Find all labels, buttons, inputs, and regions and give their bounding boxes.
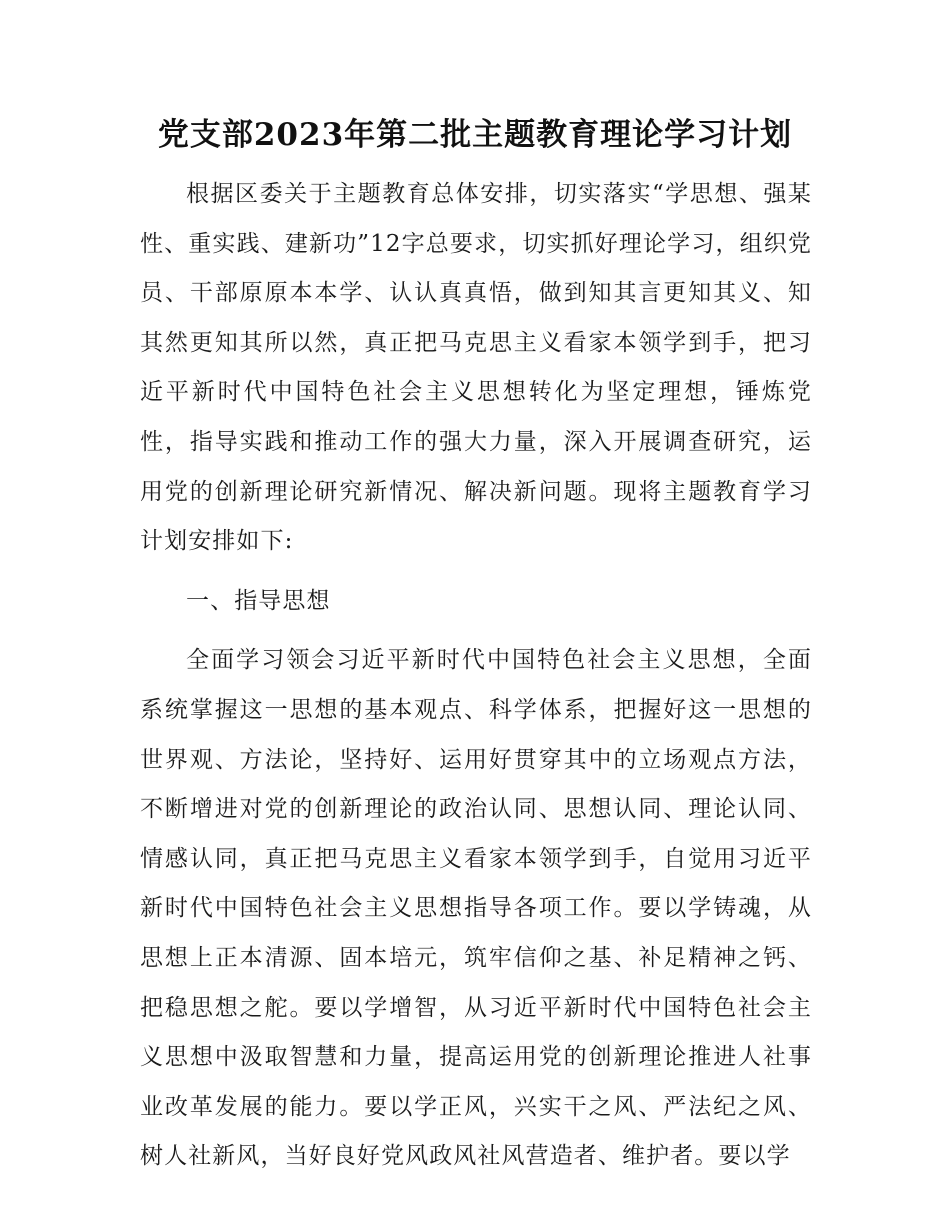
section-heading-guiding-thought: 一、指导思想 bbox=[186, 587, 331, 614]
guiding-thought-paragraph: 全面学习领会习近平新时代中国特色社会主义思想，全面系统掌握这一思想的基本观点、科学体系，把握好这一思想的世界观、方法论，坚持好、运用好贯穿其中的立场观点方法，不断增进对党的创新理论的政治认同、思想认同、理论认同、情感认同，真正把马克思主义看家本领学到手，自觉用习近平新时代中国特色社会主义思想指导各项工作。要以学铸魂，从思想上正本清源、固本培元，筑牢信仰之基、补足精神之钙、把稳思想之舵。要以学增智，从习近平新时代中国特色社会主义思想中汲取智慧和力量，提高运用党的创新理论推进人社事业改革发展的能力。要以学正风，兴实干之风、严法纪之风、树人社新风，当好良好党风政风社风营造者、维护者。要以学 bbox=[140, 647, 812, 1170]
document-body bbox=[140, 170, 812, 1182]
document-title: 党支部2023年第二批主题教育理论学习计划 bbox=[157, 117, 793, 153]
intro-paragraph: 根据区委关于主题教育总体安排，切实落实“学思想、强某性、重实践、建新功”12字总要求，切实抓好理论学习，组织党员、干部原原本本学、认认真真悟，做到知其言更知其义、知其然更知其所以然，真正把马克思主义看家本领学到手，把习近平新时代中国特色社会主义思想转化为坚定理想，锤炼党性，指导实践和推动工作的强大力量，深入开展调查研究，运用党的创新理论研究新情况、解决新问题。现将主题教育学习计划安排如下: bbox=[140, 181, 812, 555]
